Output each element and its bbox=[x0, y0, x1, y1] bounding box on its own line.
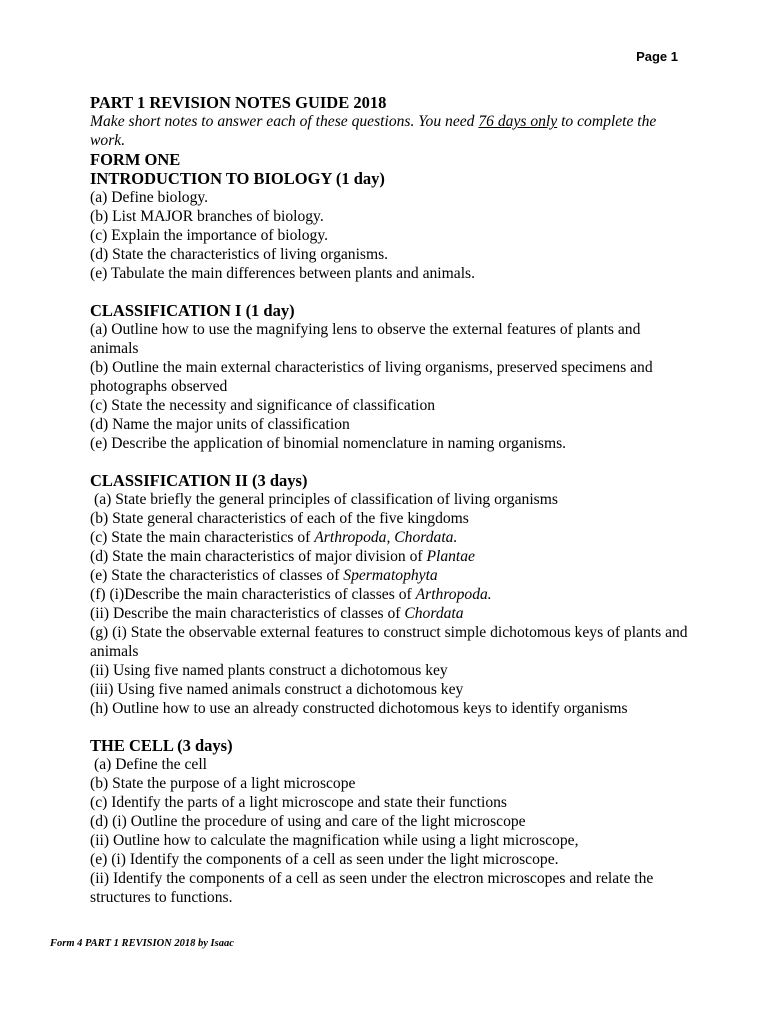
taxon-name: Plantae bbox=[426, 548, 475, 565]
form-heading: FORM ONE bbox=[90, 150, 181, 169]
instructions-deadline: 76 days only bbox=[478, 113, 558, 130]
list-item: (iii) Using five named animals construct a dichotomous key bbox=[90, 681, 464, 698]
list-item-text: (f) (i)Describe the main characteristics of classes of bbox=[90, 586, 416, 603]
list-item: (e) Tabulate the main differences between plants and animals. bbox=[90, 265, 475, 282]
list-item-text: (d) State the main characteristics of major division of bbox=[90, 548, 427, 565]
list-item: (a) Outline how to use the magnifying lens to observe the external features of plants and animals bbox=[90, 321, 641, 357]
list-item: (a) Define biology. bbox=[90, 189, 209, 206]
list-item: (a) State briefly the general principles of classification of living organisms bbox=[94, 491, 558, 508]
instructions bbox=[90, 112, 690, 150]
list-item: (g) (i) State the observable external features to construct simple dichotomous keys of plants and animals bbox=[90, 624, 688, 660]
list-item: (h) Outline how to use an already constructed dichotomous keys to identify organisms bbox=[90, 700, 628, 717]
section-heading: INTRODUCTION TO BIOLOGY (1 day) bbox=[90, 169, 385, 188]
section-heading: THE CELL (3 days) bbox=[90, 736, 233, 755]
list-item: (b) Outline the main external characteristics of living organisms, preserved specimens and photographs observed bbox=[90, 359, 653, 395]
taxon-name: Chordata bbox=[404, 605, 464, 622]
instructions-text: Make short notes to answer each of these questions. You need bbox=[90, 113, 479, 130]
list-item: (ii) Using five named plants construct a dichotomous key bbox=[90, 662, 448, 679]
list-item bbox=[90, 585, 690, 604]
list-item: (ii) Identify the components of a cell as seen under the electron microscopes and relate the structures to functions. bbox=[90, 870, 654, 906]
taxon-name: Arthropoda. bbox=[415, 586, 492, 603]
list-item bbox=[90, 547, 690, 566]
instructions-text-end: to complete the work. bbox=[90, 113, 657, 149]
list-item-text: (c) State the main characteristics of bbox=[90, 529, 315, 546]
section-heading: CLASSIFICATION II (3 days) bbox=[90, 471, 308, 490]
list-item: (d) Name the major units of classification bbox=[90, 416, 350, 433]
list-item: (d) State the characteristics of living organisms. bbox=[90, 246, 389, 263]
list-item bbox=[90, 566, 690, 585]
list-item: (a) Define the cell bbox=[94, 756, 207, 773]
taxon-name: Spermatophyta bbox=[343, 567, 438, 584]
list-item-text: (ii) Describe the main characteristics of classes of bbox=[90, 605, 405, 622]
section-heading: CLASSIFICATION I (1 day) bbox=[90, 301, 295, 320]
page-number: Page 1 bbox=[636, 49, 678, 64]
list-item: (ii) Outline how to calculate the magnification while using a light microscope, bbox=[90, 832, 579, 849]
page-footer: Form 4 PART 1 REVISION 2018 by Isaac bbox=[50, 938, 234, 949]
section-classification-2 bbox=[90, 471, 690, 718]
list-item: (d) (i) Outline the procedure of using and care of the light microscope bbox=[90, 813, 526, 830]
list-item: (c) State the necessity and significance of classification bbox=[90, 397, 436, 414]
section-introduction bbox=[90, 169, 690, 283]
document-body bbox=[90, 93, 690, 925]
list-item: (b) List MAJOR branches of biology. bbox=[90, 208, 324, 225]
section-classification-1 bbox=[90, 301, 690, 453]
list-item bbox=[90, 604, 690, 623]
list-item: (c) Identify the parts of a light microscope and state their functions bbox=[90, 794, 507, 811]
list-item-text: (e) State the characteristics of classes of bbox=[90, 567, 344, 584]
list-item: (c) Explain the importance of biology. bbox=[90, 227, 329, 244]
list-item: (e) Describe the application of binomial nomenclature in naming organisms. bbox=[90, 435, 567, 452]
list-item: (b) State the purpose of a light microscope bbox=[90, 775, 356, 792]
document-title: PART 1 REVISION NOTES GUIDE 2018 bbox=[90, 93, 387, 112]
list-item: (b) State general characteristics of each of the five kingdoms bbox=[90, 510, 469, 527]
list-item: (e) (i) Identify the components of a cell as seen under the light microscope. bbox=[90, 851, 559, 868]
list-item bbox=[90, 528, 690, 547]
taxon-name: Arthropoda, Chordata. bbox=[314, 529, 458, 546]
section-the-cell bbox=[90, 736, 690, 907]
